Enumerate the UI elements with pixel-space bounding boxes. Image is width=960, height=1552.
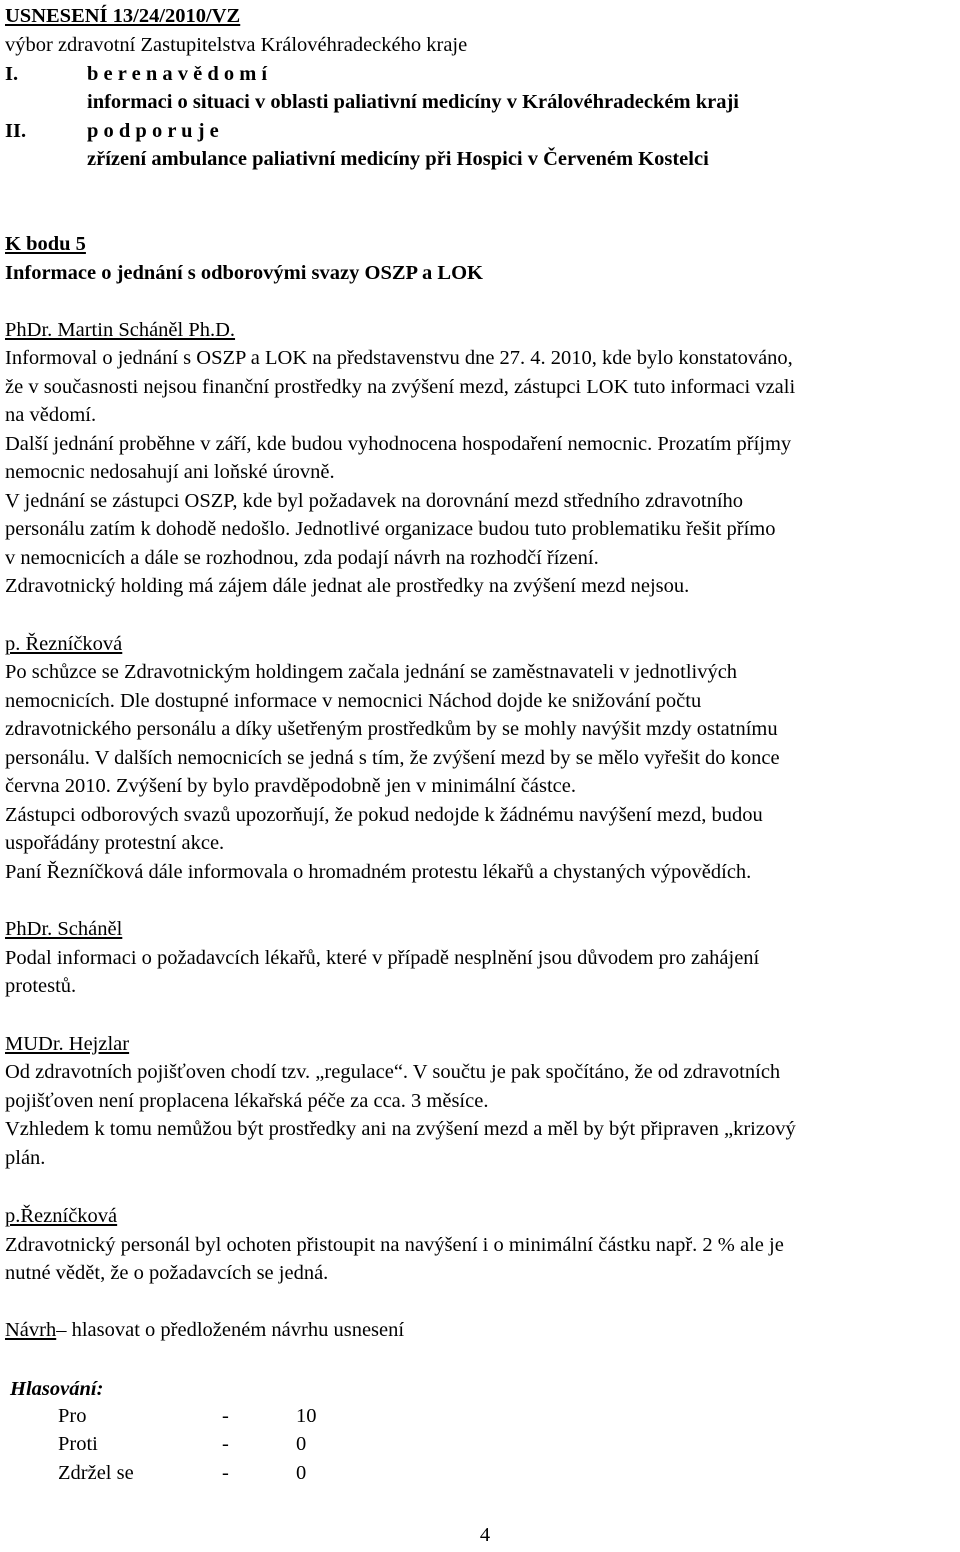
vote-label: Pro: [58, 1405, 87, 1427]
speaker-name: p.Řezníčková: [5, 1205, 118, 1227]
vote-count: 0: [296, 1433, 307, 1455]
paragraph-line: Informoval o jednání s OSZP a LOK na představenstvu dne 27. 4. 2010, kde bylo konstatováno,: [5, 347, 793, 369]
paragraph-line: Vzhledem k tomu nemůžou být prostředky ani na zvýšení mezd a měl by být připraven „krizový: [5, 1118, 796, 1140]
paragraph-line: Další jednání proběhne v září, kde budou vyhodnocena hospodaření nemocnic. Prozatím příjmy: [5, 433, 792, 455]
paragraph-line: Po schůzce se Zdravotnickým holdingem začala jednání se zaměstnavateli v jednotlivých: [5, 661, 738, 683]
speaker-name: MUDr. Hejzlar: [5, 1033, 130, 1055]
paragraph-line: Od zdravotních pojišťoven chodí tzv. „regulace“. V součtu je pak spočítáno, že od zdravotních: [5, 1061, 781, 1083]
paragraph-line: června 2010. Zvýšení by bylo pravděpodobně jen v minimální částce.: [5, 775, 576, 797]
item-number-1: I.: [5, 63, 19, 85]
paragraph-line: pojišťoven není proplacena lékařská péče za cca. 3 měsíce.: [5, 1090, 489, 1112]
paragraph-line: Zástupci odborových svazů upozorňují, že pokud nedojde k žádnému navýšení mezd, budou: [5, 804, 763, 826]
item-text-2: zřízení ambulance paliativní medicíny při Hospici v Červeném Kostelci: [87, 148, 709, 170]
paragraph-line: Paní Řezníčková dále informovala o hromadném protestu lékařů a chystaných výpovědích.: [5, 861, 752, 883]
paragraph-line: protestů.: [5, 975, 77, 997]
paragraph-line: personálu zatím k dohodě nedošlo. Jednotlivé organizace budou tuto problematiku řešit přímo: [5, 518, 776, 540]
vote-label: Zdržel se: [58, 1462, 134, 1484]
paragraph-line: V jednání se zástupci OSZP, kde byl požadavek na dorovnání mezd středního zdravotního: [5, 490, 744, 512]
speaker-name: p. Řezníčková: [5, 633, 123, 655]
item-text-1: informaci o situaci v oblasti paliativní medicíny v Královéhradeckém kraji: [87, 91, 739, 113]
item-verb-1: b e r e n a v ě d o m í: [87, 63, 268, 85]
paragraph-line: nemocnic nedosahují ani loňské úrovně.: [5, 461, 335, 483]
section-heading: K bodu 5: [5, 233, 86, 255]
vote-dash: -: [222, 1462, 229, 1484]
paragraph-line: Zdravotnický personál byl ochoten přistoupit na navýšení i o minimální částku např. 2 % ale je: [5, 1234, 784, 1256]
voting-heading: Hlasování:: [10, 1378, 104, 1400]
speaker-name: PhDr. Scháněl: [5, 918, 123, 940]
section-subheading: Informace o jednání s odborovými svazy OSZP a LOK: [5, 262, 483, 284]
paragraph-line: plán.: [5, 1147, 46, 1169]
paragraph-line: v nemocnicích a dále se rozhodnou, zda podají návrh na rozhodčí řízení.: [5, 547, 599, 569]
paragraph-line: na vědomí.: [5, 404, 97, 426]
paragraph-line: personálu. V dalších nemocnicích se jedná s tím, že zvýšení mezd by se mělo vyřešit do konce: [5, 747, 780, 769]
paragraph-line: zdravotnického personálu a díky ušetřeným prostředkům by se mohly navýšit mzdy ostatnímu: [5, 718, 778, 740]
resolution-title: USNESENÍ 13/24/2010/VZ: [5, 5, 241, 27]
paragraph-line: Zdravotnický holding má zájem dále jednat ale prostředky na zvýšení mezd nejsou.: [5, 575, 690, 597]
paragraph-line: uspořádány protestní akce.: [5, 832, 225, 854]
item-number-2: II.: [5, 120, 27, 142]
vote-dash: -: [222, 1433, 229, 1455]
vote-count: 0: [296, 1462, 307, 1484]
vote-count: 10: [296, 1405, 317, 1427]
speaker-name: PhDr. Martin Scháněl Ph.D.: [5, 319, 236, 341]
proposal-text: – hlasovat o předloženém návrhu usnesení: [56, 1319, 405, 1341]
item-verb-2: p o d p o r u j e: [87, 120, 219, 142]
vote-label: Proti: [58, 1433, 98, 1455]
page-number: 4: [479, 1524, 491, 1546]
paragraph-line: Podal informaci o požadavcích lékařů, které v případě nesplnění jsou důvodem pro zahájení: [5, 947, 760, 969]
proposal-line: [5, 1317, 404, 1343]
committee-name: výbor zdravotní Zastupitelstva Královéhradeckého kraje: [5, 34, 468, 56]
paragraph-line: nutné vědět, že o požadavcích se jedná.: [5, 1262, 329, 1284]
paragraph-line: že v současnosti nejsou finanční prostředky na zvýšení mezd, zástupci LOK tuto informaci vzali: [5, 376, 796, 398]
vote-dash: -: [222, 1405, 229, 1427]
proposal-label: Návrh: [5, 1319, 57, 1341]
paragraph-line: nemocnicích. Dle dostupné informace v nemocnici Náchod dojde ke snižování počtu: [5, 690, 702, 712]
